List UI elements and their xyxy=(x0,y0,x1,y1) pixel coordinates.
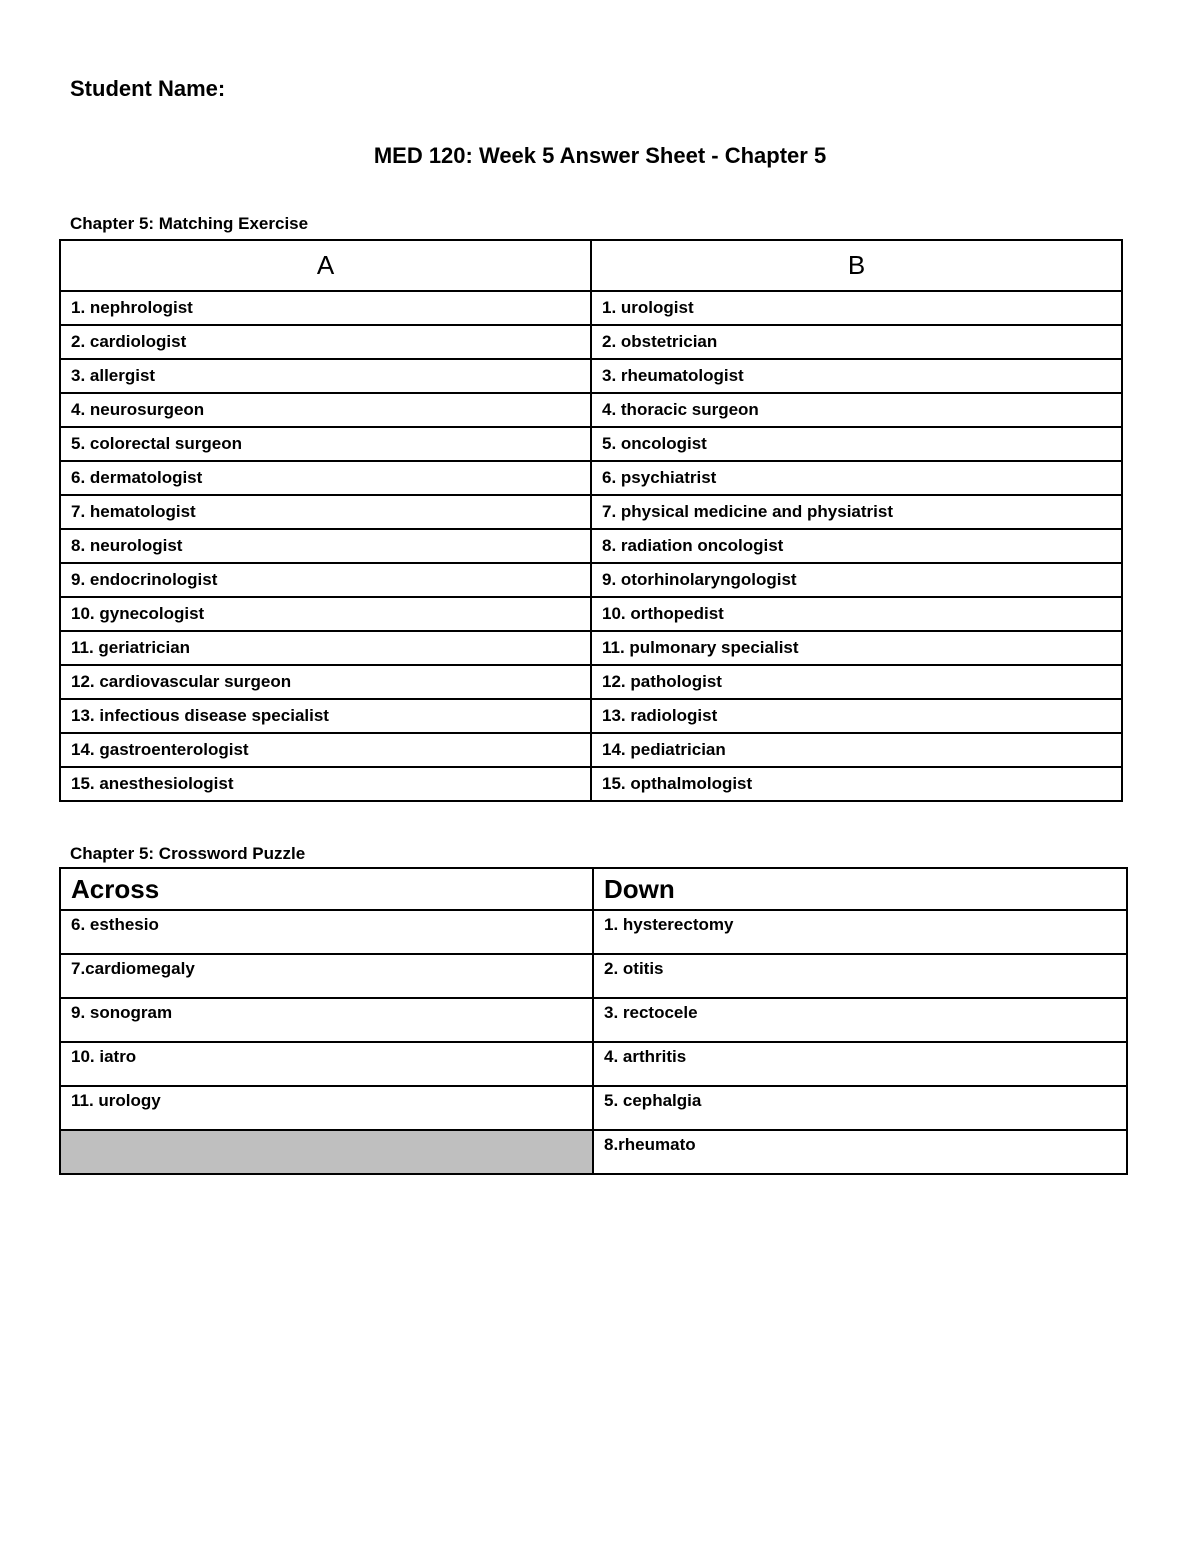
column-b-cell: 2. obstetrician xyxy=(591,325,1122,359)
column-a-header: A xyxy=(60,240,591,291)
down-header: Down xyxy=(593,868,1127,910)
crossword-table xyxy=(59,867,1128,1175)
matching-header-row xyxy=(60,240,1122,291)
across-cell: 6. esthesio xyxy=(60,910,593,954)
column-a-cell: 15. anesthesiologist xyxy=(60,767,591,801)
across-cell: 7.cardiomegaly xyxy=(60,954,593,998)
column-b-cell: 10. orthopedist xyxy=(591,597,1122,631)
column-a-cell: 12. cardiovascular surgeon xyxy=(60,665,591,699)
down-cell: 5. cephalgia xyxy=(593,1086,1127,1130)
table-row xyxy=(60,699,1122,733)
table-row xyxy=(60,998,1127,1042)
shaded-empty-cell xyxy=(60,1130,593,1174)
across-header: Across xyxy=(60,868,593,910)
table-row xyxy=(60,910,1127,954)
page-title: MED 120: Week 5 Answer Sheet - Chapter 5 xyxy=(373,143,827,168)
matching-table xyxy=(59,239,1123,802)
table-row xyxy=(60,495,1122,529)
column-b-header: B xyxy=(591,240,1122,291)
column-a-cell: 6. dermatologist xyxy=(60,461,591,495)
column-b-cell: 12. pathologist xyxy=(591,665,1122,699)
down-cell: 3. rectocele xyxy=(593,998,1127,1042)
matching-exercise-label: Chapter 5: Matching Exercise xyxy=(70,214,309,233)
column-b-cell: 9. otorhinolaryngologist xyxy=(591,563,1122,597)
table-row xyxy=(60,393,1122,427)
table-row xyxy=(60,529,1122,563)
column-b-cell: 1. urologist xyxy=(591,291,1122,325)
column-a-cell: 7. hematologist xyxy=(60,495,591,529)
table-row xyxy=(60,427,1122,461)
column-a-cell: 3. allergist xyxy=(60,359,591,393)
column-b-cell: 7. physical medicine and physiatrist xyxy=(591,495,1122,529)
table-row xyxy=(60,733,1122,767)
column-b-cell: 5. oncologist xyxy=(591,427,1122,461)
table-row xyxy=(60,954,1127,998)
column-b-cell: 11. pulmonary specialist xyxy=(591,631,1122,665)
column-a-cell: 2. cardiologist xyxy=(60,325,591,359)
column-a-cell: 13. infectious disease specialist xyxy=(60,699,591,733)
column-a-cell: 4. neurosurgeon xyxy=(60,393,591,427)
crossword-puzzle-label: Chapter 5: Crossword Puzzle xyxy=(70,844,306,863)
down-cell: 4. arthritis xyxy=(593,1042,1127,1086)
down-cell: 2. otitis xyxy=(593,954,1127,998)
table-row xyxy=(60,291,1122,325)
down-cell: 1. hysterectomy xyxy=(593,910,1127,954)
column-b-cell: 4. thoracic surgeon xyxy=(591,393,1122,427)
across-cell: 9. sonogram xyxy=(60,998,593,1042)
column-b-cell: 13. radiologist xyxy=(591,699,1122,733)
column-b-cell: 14. pediatrician xyxy=(591,733,1122,767)
column-b-cell: 15. opthalmologist xyxy=(591,767,1122,801)
table-row xyxy=(60,563,1122,597)
down-cell: 8.rheumato xyxy=(593,1130,1127,1174)
table-row xyxy=(60,1130,1127,1174)
column-a-cell: 9. endocrinologist xyxy=(60,563,591,597)
column-a-cell: 5. colorectal surgeon xyxy=(60,427,591,461)
column-a-cell: 1. nephrologist xyxy=(60,291,591,325)
column-a-cell: 14. gastroenterologist xyxy=(60,733,591,767)
table-row xyxy=(60,325,1122,359)
across-cell: 10. iatro xyxy=(60,1042,593,1086)
table-row xyxy=(60,597,1122,631)
column-b-cell: 8. radiation oncologist xyxy=(591,529,1122,563)
column-b-cell: 3. rheumatologist xyxy=(591,359,1122,393)
table-row xyxy=(60,631,1122,665)
student-name-label: Student Name: xyxy=(70,76,226,101)
column-a-cell: 11. geriatrician xyxy=(60,631,591,665)
crossword-header-row xyxy=(60,868,1127,910)
table-row xyxy=(60,1042,1127,1086)
column-a-cell: 8. neurologist xyxy=(60,529,591,563)
column-b-cell: 6. psychiatrist xyxy=(591,461,1122,495)
table-row xyxy=(60,665,1122,699)
table-row xyxy=(60,461,1122,495)
across-cell: 11. urology xyxy=(60,1086,593,1130)
table-row xyxy=(60,359,1122,393)
table-row xyxy=(60,767,1122,801)
column-a-cell: 10. gynecologist xyxy=(60,597,591,631)
table-row xyxy=(60,1086,1127,1130)
